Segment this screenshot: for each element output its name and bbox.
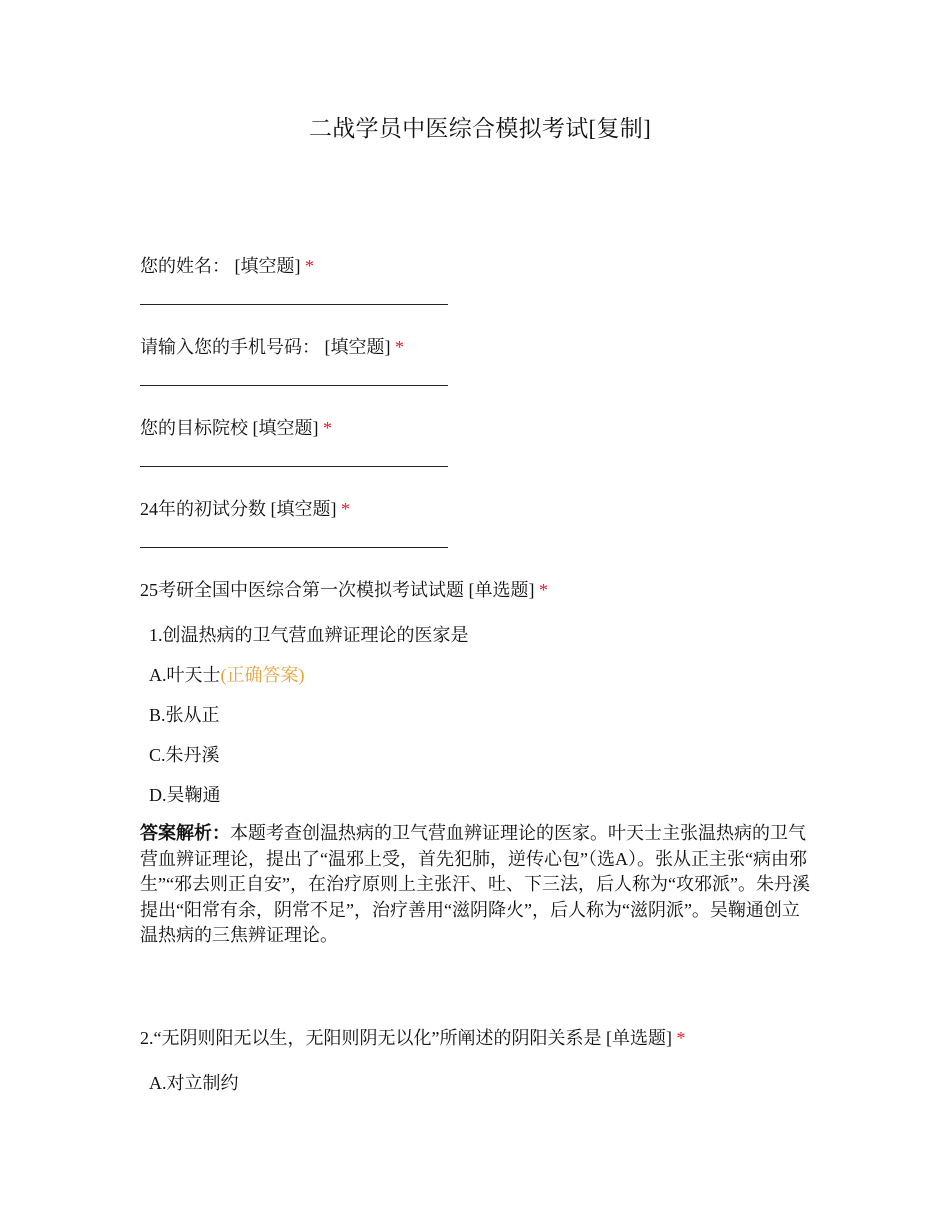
field-school-label: 您的目标院校 [填空题] *: [140, 418, 332, 438]
analysis-label: 答案解析：: [140, 823, 230, 843]
required-mark: *: [676, 1028, 686, 1048]
q2-option-a[interactable]: A.对立制约: [149, 1073, 239, 1093]
field-phone-label: 请输入您的手机号码： [填空题] *: [140, 337, 404, 357]
q1-option-a[interactable]: A.叶天士(正确答案): [149, 665, 305, 685]
q1-text: 1.创温热病的卫气营血辨证理论的医家是: [149, 625, 469, 645]
phone-input-line[interactable]: [140, 385, 448, 386]
q1-option-d[interactable]: D.吴鞠通: [149, 785, 221, 805]
required-mark: *: [323, 418, 332, 438]
score-input-line[interactable]: [140, 547, 448, 548]
q2-label: 2.“无阴则阳无以生，无阳则阴无以化”所阐述的阴阳关系是 [单选题] *: [140, 1028, 686, 1048]
q1-analysis: [140, 821, 815, 949]
q1-option-b[interactable]: B.张从正: [149, 705, 220, 725]
required-mark: *: [395, 337, 404, 357]
name-input-line[interactable]: [140, 304, 448, 305]
required-mark: *: [305, 256, 314, 276]
required-mark: *: [341, 499, 350, 519]
q1-option-c[interactable]: C.朱丹溪: [149, 745, 220, 765]
school-input-line[interactable]: [140, 466, 448, 467]
page-title: 二战学员中医综合模拟考试[复制]: [308, 116, 652, 141]
section-label: 25考研全国中医综合第一次模拟考试试题 [单选题] *: [140, 580, 548, 600]
field-score-label: 24年的初试分数 [填空题] *: [140, 499, 350, 519]
analysis-text: 本题考查创温热病的卫气营血辨证理论的医家。叶天士主张温热病的卫气营血辨证理论，提出了“温邪上受，首先犯肺，逆传心包”（选A）。张从正主张“病由邪生”“邪去则正自安”，在治疗原则上主张汗、吐、下三法，后人称为“攻邪派”。朱丹溪提出“阳常有余，阴常不足”，治疗善用“滋阴降火”，后人称为“滋阴派”。吴鞠通创立温热病的三焦辨证理论。: [140, 823, 810, 945]
required-mark: *: [539, 580, 548, 600]
correct-answer-tag: (正确答案): [220, 665, 305, 685]
field-name-label: 您的姓名： [填空题] *: [140, 256, 314, 276]
